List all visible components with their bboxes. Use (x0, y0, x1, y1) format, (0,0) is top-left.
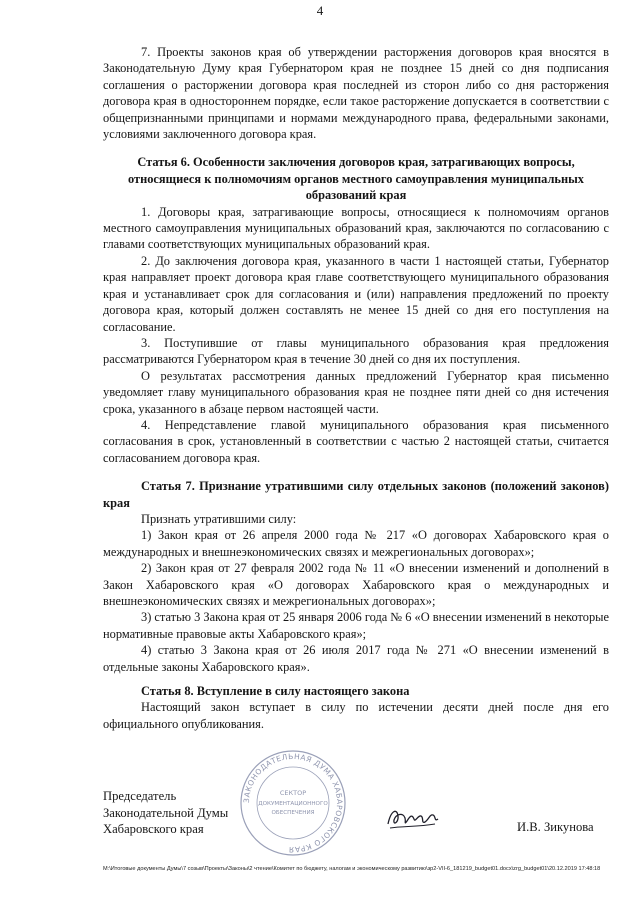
handwritten-signature (385, 802, 441, 832)
page-number: 4 (316, 3, 324, 18)
article-6-part-3-paragraph-2: О результатах рассмотрения данных предложений Губернатор края письменно уведомляет главу муниципального образования края не позднее пяти дней со дня истечения срока, указанного в абзаце первом настоящей части. (103, 368, 609, 416)
article-7-title: Статья 7. Признание утратившими силу отдельных законов (положений законов) края (103, 479, 609, 510)
stamp-center-line-2: ДОКУМЕНТАЦИОННОГО (258, 801, 328, 807)
stamp-ring-text: ЗАКОНОДАТЕЛЬНАЯ ДУМА ХАБАРОВСКОГО КРАЯ (241, 751, 345, 855)
stamp-center-line-3: ОБЕСПЕЧЕНИЯ (271, 810, 315, 816)
document-body (103, 44, 609, 732)
article-7-item-4: 4) статью 3 Закона края от 26 июля 2017 года № 271 «О внесении изменений в отдельные законы Хабаровского края». (103, 643, 609, 674)
article-6-part-2: 2. До заключения договора края, указанного в части 1 настоящей статьи, Губернатор края направляет проект договора края главе соответствующего муниципального образования края и устанавливает срок для согласования и (или) направления предложений по проекту договора края, который должен составлять не менее 15 дней со дня его поступления на согласование. (103, 253, 609, 334)
article-7-item-1: 1) Закон края от 26 апреля 2000 года № 217 «О договорах Хабаровского края о международных и внешнеэкономических связях и межрегиональных договорах»; (103, 528, 609, 559)
file-path-footer: M:\Итоговые документы Думы\7 созыв\Проекты\Законы\2 чтение\Комитет по бюджету, налогам и экономическому развитию\зр2-VII-6_181219_budget01.docx\zrg_budget01\20.12.2019 17:48:18 (103, 866, 601, 872)
stamp-center-line-1: СЕКТОР (279, 789, 307, 797)
article-5-part-7: 7. Проекты законов края об утверждении расторжения договоров края вносятся в Законодательную Думу края Губернатором края не позднее 15 дней со дня подписания соглашения о расторжении договора края последней из сторон либо со дня расторжения договора края в одностороннем порядке, если такое расторжение допускается в соответствии с общепризнанными принципами и нормами международного права, федеральными законами, условиями заключенного договора края. (103, 45, 609, 142)
article-6-part-1: 1. Договоры края, затрагивающие вопросы, относящиеся к полномочиям органов местного самоуправления муниципальных образований края, заключаются по согласованию с главами соответствующих муниципальных образований края. (103, 204, 609, 252)
article-6-title: Статья 6. Особенности заключения договоров края, затрагивающих вопросы, относящиеся к полномочиям органов местного самоуправления муниципальных образований края (127, 155, 584, 203)
signer-name: И.В. Зикунова (517, 820, 594, 834)
signer-position-line-1: Председатель (103, 789, 177, 803)
signer-position-line-3: Хабаровского края (103, 822, 204, 836)
article-7-item-3: 3) статью 3 Закона края от 25 января 2006 года № 6 «О внесении изменений в некоторые нормативные правовые акты Хабаровского края»; (103, 610, 610, 641)
article-7-intro: Признать утратившими силу: (141, 511, 297, 526)
article-6-part-4: 4. Непредставление главой муниципального образования края письменного согласования в срок, установленный в соответствии с частью 2 настоящей статьи, считается согласованием договора края. (103, 417, 609, 465)
article-8-text: Настоящий закон вступает в силу по истечении десяти дней после дня его официального опубликования. (103, 700, 609, 731)
signer-position-line-2: Законодательной Думы (103, 805, 229, 820)
article-6-part-3: 3. Поступившие от главы муниципального образования края предложения рассматриваются Губернатором края в течение 30 дней со дня их поступления. (103, 335, 609, 367)
article-8-title: Статья 8. Вступление в силу настоящего закона (141, 684, 410, 699)
official-stamp (238, 748, 348, 858)
article-7-item-2: 2) Закон края от 27 февраля 2002 года № 11 «О внесении изменений и дополнений в Закон Хабаровского края «О договорах Хабаровского края о международных и внешнеэкономических связях и межрегиональных договорах»; (103, 561, 609, 608)
signature-block (103, 788, 228, 838)
